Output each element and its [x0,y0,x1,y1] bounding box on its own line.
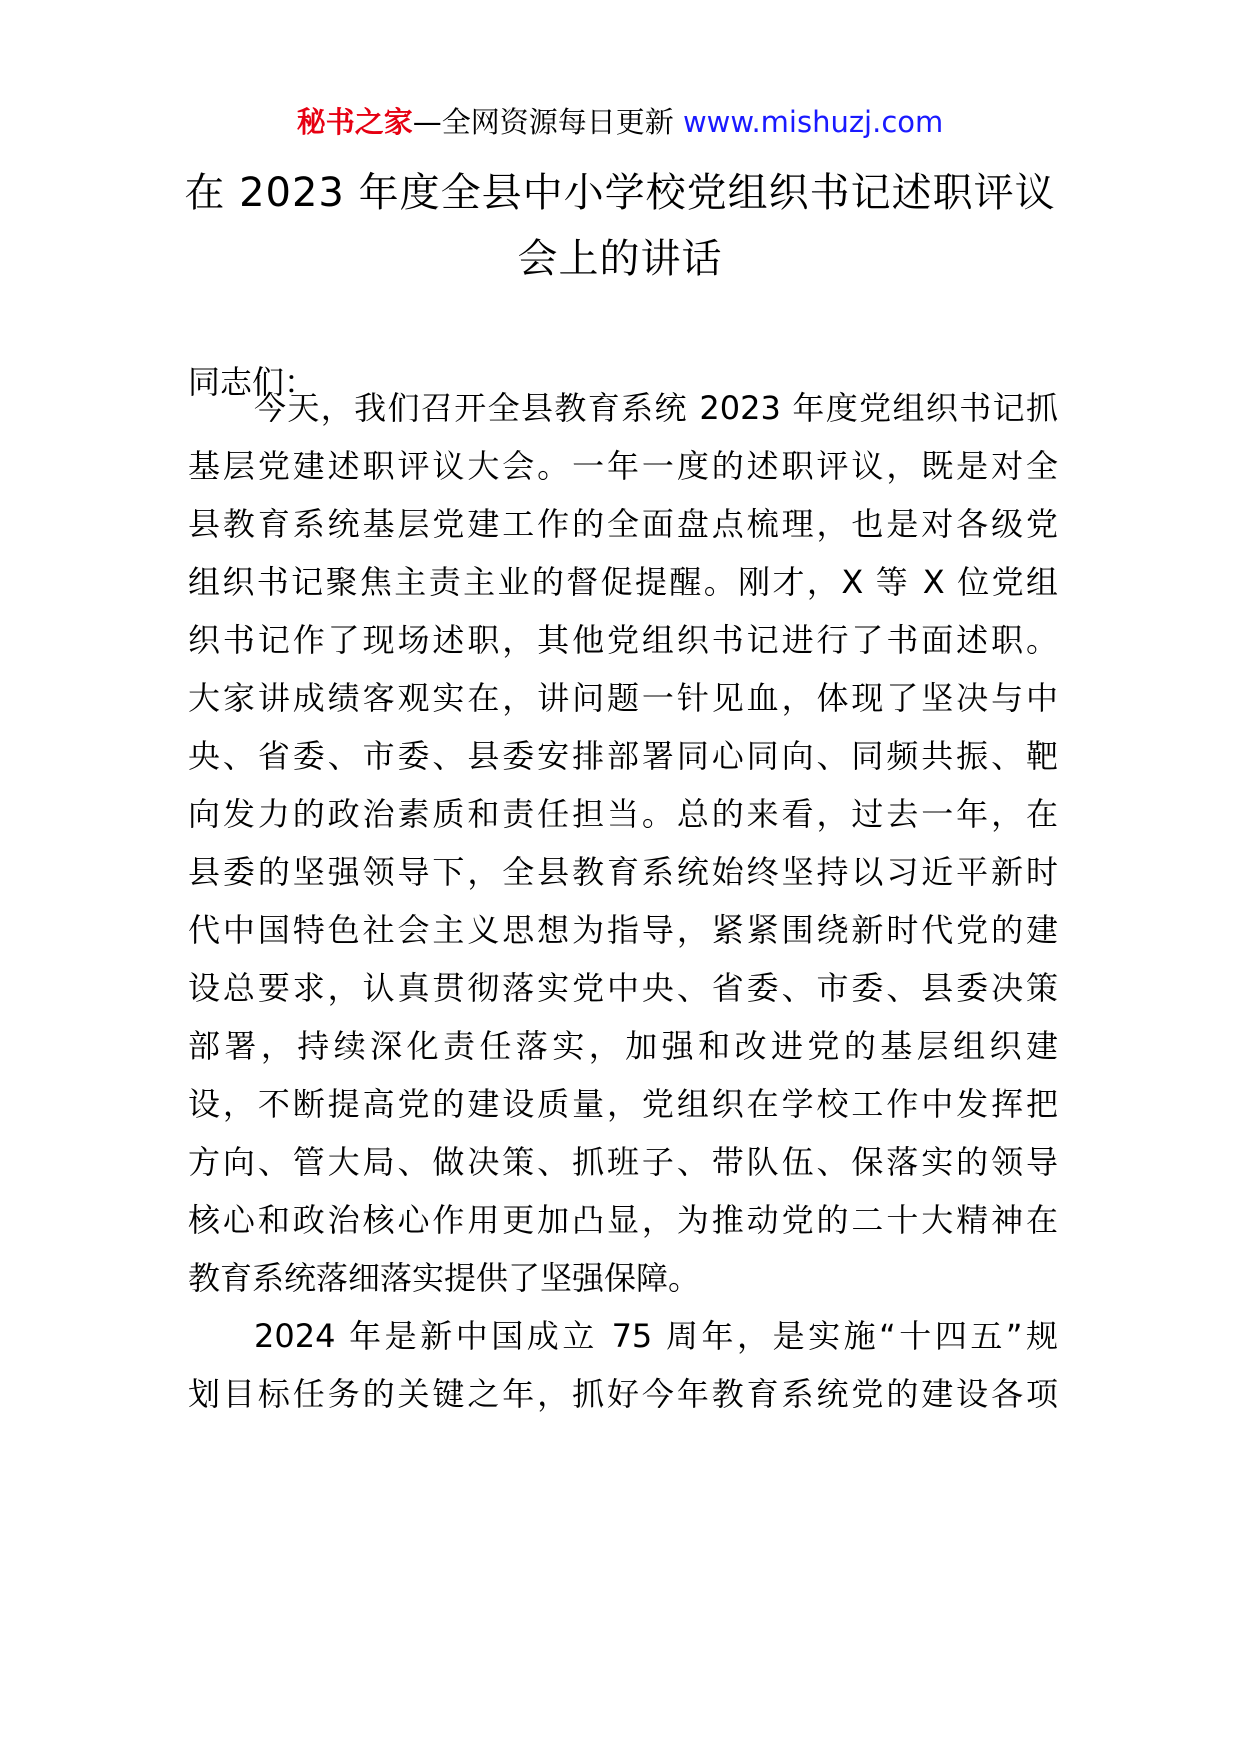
paragraph-1-line-8: 向发力的政治素质和责任担当。总的来看，过去一年，在 [188,795,1058,833]
paragraph-1-line-3: 县教育系统基层党建工作的全面盘点梳理，也是对各级党 [188,505,1058,543]
paragraph-1-line-6: 大家讲成绩客观实在，讲问题一针见血，体现了坚决与中 [188,679,1058,717]
paragraph-1-line-12: 部署，持续深化责任落实，加强和改进党的基层组织建 [188,1027,1058,1065]
paragraph-1-line-2: 基层党建述职评议大会。一年一度的述职评议，既是对全 [188,447,1058,485]
paragraph-1-line-4: 组织书记聚焦主责主业的督促提醒。刚才，X 等 X 位党组 [188,563,1058,601]
title-line-1: 在 2023 年度全县中小学校党组织书记述职评议 [184,170,1056,216]
paragraph-1-line-11: 设总要求，认真贯彻落实党中央、省委、市委、县委决策 [188,969,1058,1007]
brand-name: 秘书之家 [296,105,413,139]
header-slogan: —全网资源每日更新 [412,105,683,139]
paragraph-1-line-1: 今天，我们召开全县教育系统 2023 年度党组织书记抓 [254,389,1058,427]
paragraph-1-line-7: 央、省委、市委、县委安排部署同心同向、同频共振、靶 [188,737,1058,775]
salutation: 同志们： [188,363,317,401]
paragraph-1-line-15: 核心和政治核心作用更加凸显，为推动党的二十大精神在 [188,1201,1058,1239]
paragraph-1-line-9: 县委的坚强领导下，全县教育系统始终坚持以习近平新时 [188,853,1058,891]
paragraph-1-line-10: 代中国特色社会主义思想为指导，紧紧围绕新时代党的建 [188,911,1058,949]
site-url[interactable]: www.mishuzj.com [682,105,944,139]
document-title [150,160,1090,292]
site-header [0,100,1240,144]
paragraph-1-line-16: 教育系统落细落实提供了坚强保障。 [188,1259,701,1297]
paragraph-1-line-13: 设，不断提高党的建设质量，党组织在学校工作中发挥把 [188,1085,1058,1123]
paragraph-1-line-14: 方向、管大局、做决策、抓班子、带队伍、保落实的领导 [188,1143,1058,1181]
paragraph-2-line-2: 划目标任务的关键之年，抓好今年教育系统党的建设各项 [188,1375,1058,1413]
paragraph-2-line-1: 2024 年是新中国成立 75 周年，是实施“十四五”规 [254,1317,1058,1355]
paragraph-1-line-5: 织书记作了现场述职，其他党组织书记进行了书面述职。 [188,621,1058,659]
title-line-2: 会上的讲话 [517,236,723,282]
